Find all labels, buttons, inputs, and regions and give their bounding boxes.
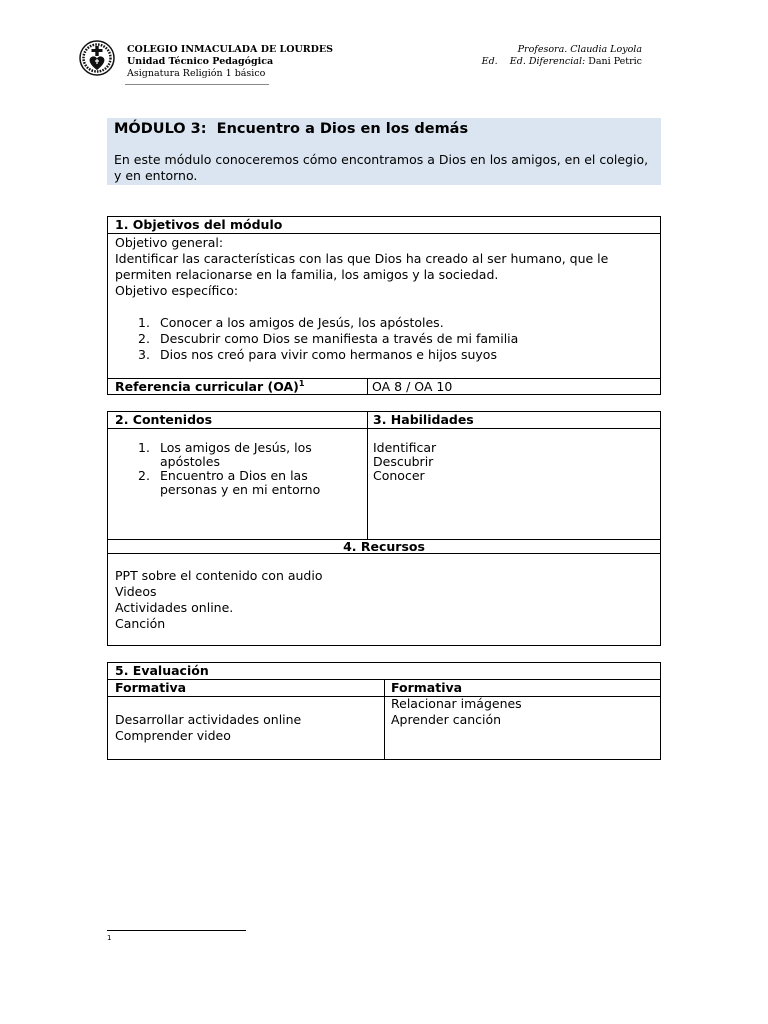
footnote-number: 1	[107, 934, 112, 942]
specific-objective-label: Objetivo específico:	[115, 283, 239, 298]
subject-line: Asignatura Religión 1 básico	[127, 68, 266, 79]
resources-list	[115, 568, 322, 632]
contents-list	[138, 441, 338, 497]
school-unit: Unidad Técnico Pedagógica	[127, 56, 274, 67]
curricular-reference-value: OA 8 / OA 10	[372, 379, 453, 394]
general-objective-text: Identificar las características con las que Dios ha creado al ser humano, que le permiten relacionarse en la familia, los amigos y la sociedad.	[115, 251, 609, 282]
resources-heading: 4. Recursos	[343, 539, 425, 554]
list-item: Comprender video	[115, 728, 231, 743]
evaluation-col2-heading: Formativa	[391, 680, 463, 695]
evaluation-col1-heading: Formativa	[115, 680, 187, 695]
list-item: PPT sobre el contenido con audio	[115, 568, 323, 583]
objectives-heading: 1. Objetivos del módulo	[115, 217, 283, 232]
objectives-table	[107, 216, 661, 395]
evaluation-heading: 5. Evaluación	[115, 663, 209, 678]
list-item: Aprender canción	[391, 712, 502, 727]
ed-label: Ed. Diferencial:	[509, 56, 586, 67]
curricular-reference-label: Referencia curricular (OA)$^1$	[115, 379, 305, 395]
list-item: Canción	[115, 616, 166, 631]
evaluation-col1-list	[115, 712, 301, 744]
list-item: 1. Los amigos de Jesús, los apóstoles	[138, 440, 312, 469]
contents-table	[107, 411, 661, 646]
module-banner	[107, 118, 661, 185]
special-ed-line	[482, 56, 642, 68]
skills-heading: 3. Habilidades	[373, 412, 474, 427]
teacher-name: Profesora. Claudia Loyola	[517, 44, 642, 55]
module-description: En este módulo conoceremos cómo encontramos a Dios en los amigos, en el colegio, y en entorno.	[114, 152, 649, 183]
list-item: 2. Encuentro a Dios en las personas y en mi entorno	[138, 468, 321, 497]
list-item: Videos	[115, 584, 157, 599]
module-title-rest: Encuentro a Dios en los demás	[216, 121, 469, 137]
header-divider	[125, 84, 269, 85]
footnote-separator	[107, 930, 246, 931]
contents-heading: 2. Contenidos	[115, 412, 213, 427]
list-item: Identificar	[373, 440, 437, 455]
school-name: COLEGIO INMACULADA DE LOURDES	[127, 44, 333, 55]
school-crest-logo	[79, 40, 115, 76]
module-title-prefix: MÓDULO 3:	[114, 121, 207, 137]
list-item: 2. Descubrir como Dios se manifiesta a través de mi familia	[138, 331, 519, 346]
specific-objectives-list	[138, 315, 648, 363]
skills-list	[373, 441, 436, 483]
school-info	[127, 44, 333, 80]
ed-prefix: Ed.	[481, 56, 498, 67]
list-item: 1. Conocer a los amigos de Jesús, los apóstoles.	[138, 315, 444, 330]
list-item: Descubrir	[373, 454, 434, 469]
ed-name: Dani Petric	[588, 56, 642, 67]
general-objective-label: Objetivo general:	[115, 235, 224, 250]
module-title	[114, 121, 468, 137]
list-item: 3. Dios nos creó para vivir como hermanos e hijos suyos	[138, 347, 497, 362]
list-item: Actividades online.	[115, 600, 234, 615]
teacher-info	[482, 44, 642, 68]
evaluation-col2-list	[391, 696, 522, 728]
list-item: Desarrollar actividades online	[115, 712, 302, 727]
list-item: Conocer	[373, 468, 425, 483]
list-item: Relacionar imágenes	[391, 696, 522, 711]
evaluation-table	[107, 662, 661, 760]
